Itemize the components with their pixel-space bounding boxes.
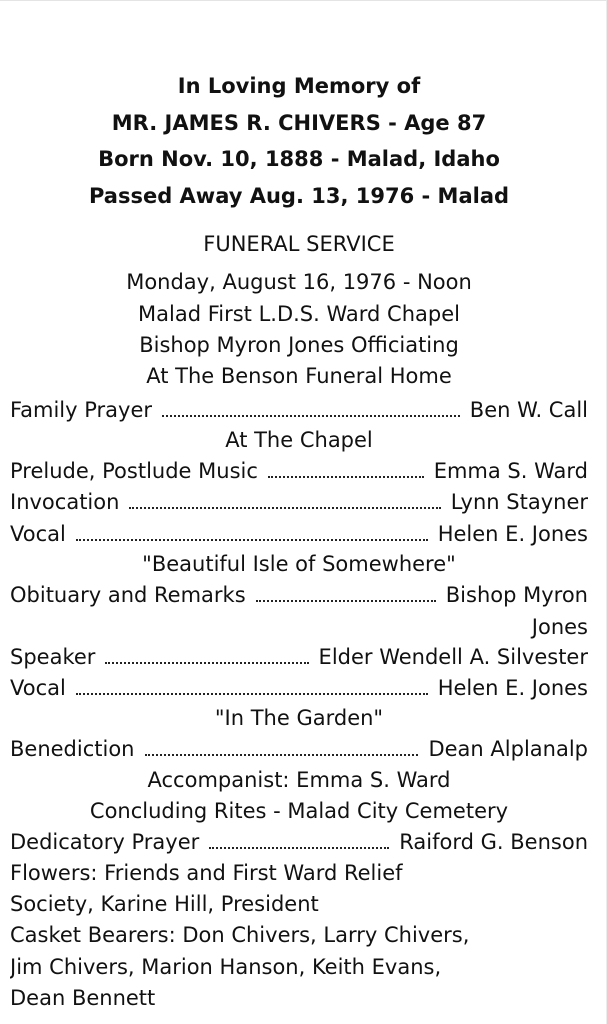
program-entry-invocation (10, 487, 588, 517)
dotted-leader (145, 754, 419, 756)
entry-value: Elder Wendell A. Silvester (318, 645, 588, 669)
casket-bearers-line-1: Casket Bearers: Don Chivers, Larry Chivers, (10, 923, 470, 947)
entry-value: Dean Alplanalp (428, 737, 588, 761)
entry-value: Emma S. Ward (433, 459, 588, 483)
dotted-leader (129, 507, 440, 509)
entry-value: Helen E. Jones (437, 676, 588, 700)
program-entry-speaker (10, 642, 588, 672)
casket-bearers-line-3: Dean Bennett (10, 986, 156, 1010)
program-entry-family-prayer (10, 395, 588, 425)
entry-label: Family Prayer (10, 398, 153, 422)
entry-label: Vocal (10, 522, 66, 546)
dotted-leader (209, 847, 389, 849)
entry-label: Invocation (10, 490, 120, 514)
service-date: Monday, August 16, 1976 - Noon (126, 270, 472, 294)
dotted-leader (76, 693, 428, 695)
concluding-rites-line: Concluding Rites - Malad City Cemetery (89, 799, 509, 823)
entry-label: Prelude, Postlude Music (10, 459, 258, 483)
program-entry-benediction (10, 734, 588, 764)
entry-label: Dedicatory Prayer (10, 830, 200, 854)
program-entry-vocal-1 (10, 519, 588, 549)
dotted-leader (256, 600, 436, 602)
dotted-leader (162, 415, 460, 417)
dotted-leader (105, 662, 308, 664)
entry-value: Bishop Myron (445, 583, 588, 607)
casket-bearers-line-2: Jim Chivers, Marion Hanson, Keith Evans, (10, 955, 442, 979)
entry-label: Benediction (10, 737, 135, 761)
entry-label: Vocal (10, 676, 66, 700)
entry-label: Obituary and Remarks (10, 583, 246, 607)
birth-line: Born Nov. 10, 1888 - Malad, Idaho (98, 147, 500, 171)
passing-line: Passed Away Aug. 13, 1976 - Malad (88, 184, 510, 208)
dotted-leader (268, 476, 424, 478)
dotted-leader (76, 539, 428, 541)
program-entry-dedicatory-prayer (10, 827, 588, 857)
vocal-2-song: "In The Garden" (214, 706, 384, 730)
entry-label: Speaker (10, 645, 96, 669)
program-entry-vocal-2 (10, 673, 588, 703)
officiating-line: Bishop Myron Jones Officiating (139, 333, 459, 357)
flowers-line-2: Society, Karine Hill, President (10, 892, 319, 916)
obituary-value-continued: Jones (531, 615, 588, 639)
deceased-name: MR. JAMES R. CHIVERS - Age 87 (111, 111, 487, 135)
service-location: Malad First L.D.S. Ward Chapel (138, 302, 460, 326)
service-title: FUNERAL SERVICE (203, 232, 395, 256)
flowers-line-1: Flowers: Friends and First Ward Relief (10, 861, 403, 885)
vocal-1-song: "Beautiful Isle of Somewhere" (142, 552, 456, 576)
memorial-heading: In Loving Memory of (177, 74, 421, 98)
program-entry-obituary (10, 580, 588, 610)
accompanist-line: Accompanist: Emma S. Ward (147, 768, 451, 792)
entry-value: Helen E. Jones (437, 522, 588, 546)
funeral-home-line: At The Benson Funeral Home (146, 364, 452, 388)
program-entry-prelude (10, 456, 588, 486)
entry-value: Lynn Stayner (450, 490, 588, 514)
entry-value: Ben W. Call (469, 398, 588, 422)
entry-value: Raiford G. Benson (399, 830, 588, 854)
chapel-heading: At The Chapel (225, 428, 373, 452)
